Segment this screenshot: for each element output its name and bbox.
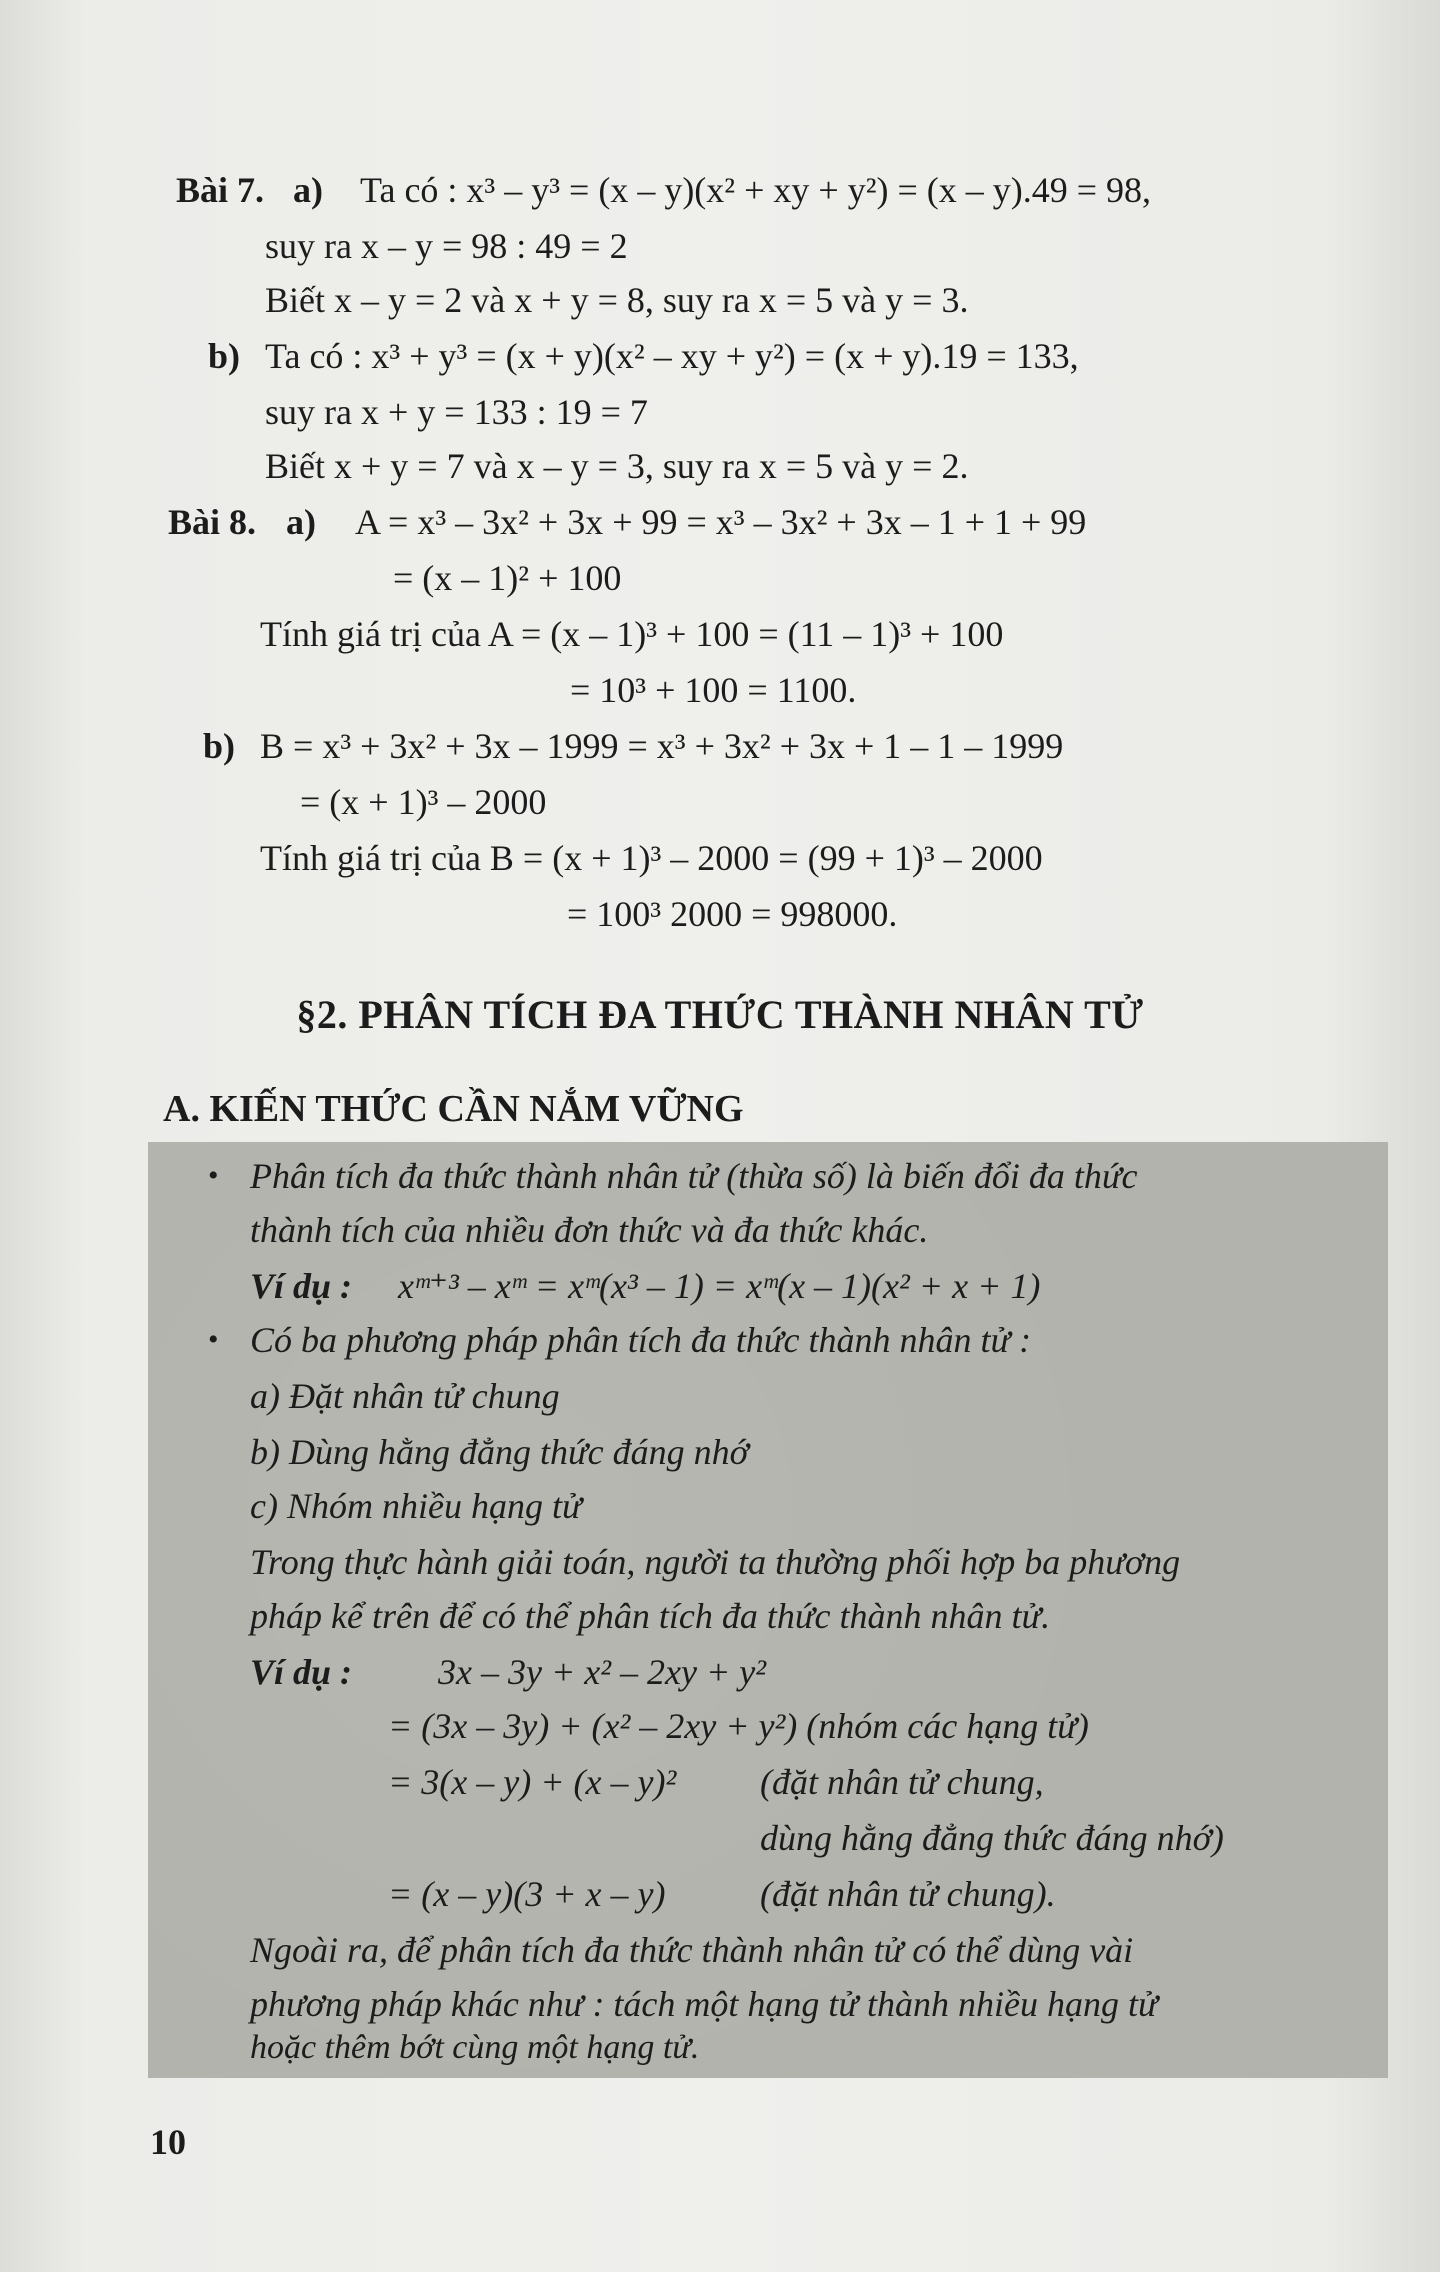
- bai7-label: Bài 7.: [176, 170, 265, 210]
- example2-line2: = (3x – 3y) + (x² – 2xy + y²) (nhóm các hạng tử): [388, 1706, 1089, 1746]
- subsection-title: A. KIẾN THỨC CẦN NẮM VỮNG: [163, 1088, 744, 1130]
- bai8-a-label: a): [286, 502, 316, 542]
- box-paragraph3-line2: pháp kể trên để có thể phân tích đa thức thành nhân tử.: [250, 1596, 1051, 1636]
- bai7-b-label: b): [208, 336, 241, 376]
- bai8-label: Bài 8.: [168, 502, 257, 542]
- bai8-b-label: b): [203, 726, 236, 766]
- bai8-a-line1: A = x³ – 3x² + 3x + 99 = x³ – 3x² + 3x – 1 + 1 + 99: [355, 502, 1087, 542]
- bai8-b-line1: B = x³ + 3x² + 3x – 1999 = x³ + 3x² + 3x + 1 – 1 – 1999: [260, 726, 1064, 766]
- bai8-b-line3: Tính giá trị của B = (x + 1)³ – 2000 = (99 + 1)³ – 2000: [260, 838, 1043, 878]
- method-b: b) Dùng hằng đẳng thức đáng nhớ: [250, 1432, 749, 1472]
- bai7-b-line1: Ta có : x³ + y³ = (x + y)(x² – xy + y²) = (x + y).19 = 133,: [265, 336, 1079, 376]
- box-paragraph1-line1: Phân tích đa thức thành nhân tử (thừa số) là biến đổi đa thức: [250, 1156, 1138, 1196]
- example2-line4-note: dùng hằng đẳng thức đáng nhớ): [760, 1818, 1224, 1858]
- bai7-b-line3: Biết x + y = 7 và x – y = 3, suy ra x = 5 và y = 2.: [265, 446, 969, 486]
- method-a: a) Đặt nhân tử chung: [250, 1376, 560, 1416]
- example2-line3-note: (đặt nhân tử chung,: [760, 1762, 1044, 1802]
- bai8-a-line4: = 10³ + 100 = 1100.: [570, 670, 857, 710]
- example2-line5: = (x – y)(3 + x – y): [388, 1874, 666, 1914]
- box-paragraph3-line1: Trong thực hành giải toán, người ta thường phối hợp ba phương: [250, 1542, 1181, 1582]
- box-paragraph1-line2: thành tích của nhiều đơn thức và đa thức khác.: [250, 1210, 929, 1250]
- bai8-a-line2: = (x – 1)² + 100: [393, 558, 622, 598]
- bullet-icon: •: [208, 1323, 219, 1356]
- example2-label: Ví dụ :: [250, 1652, 353, 1692]
- example2-line5-note: (đặt nhân tử chung).: [760, 1874, 1056, 1914]
- example1-label: Ví dụ :: [250, 1266, 353, 1306]
- section-title: §2. PHÂN TÍCH ĐA THỨC THÀNH NHÂN TỬ: [296, 992, 1144, 1037]
- example1-formula: xᵐ⁺³ – xᵐ = xᵐ(x³ – 1) = xᵐ(x – 1)(x² + x + 1): [398, 1266, 1041, 1306]
- bullet-icon: •: [208, 1159, 219, 1192]
- page-number: 10: [150, 2122, 186, 2162]
- knowledge-box: [148, 1142, 1388, 2078]
- bai7-b-line2: suy ra x + y = 133 : 19 = 7: [265, 392, 648, 432]
- box-paragraph4-line3: hoặc thêm bớt cùng một hạng tử.: [250, 2029, 700, 2066]
- method-c: c) Nhóm nhiều hạng tử: [250, 1486, 582, 1526]
- box-paragraph2: Có ba phương pháp phân tích đa thức thành nhân tử :: [250, 1320, 1032, 1360]
- bai7-a-line1: Ta có : x³ – y³ = (x – y)(x² + xy + y²) = (x – y).49 = 98,: [360, 170, 1152, 210]
- bai7-a-label: a): [293, 170, 323, 210]
- bai8-a-line3: Tính giá trị của A = (x – 1)³ + 100 = (11 – 1)³ + 100: [260, 614, 1004, 654]
- box-paragraph4-line2: phương pháp khác như : tách một hạng tử thành nhiều hạng tử: [250, 1984, 1158, 2024]
- example2-line1: 3x – 3y + x² – 2xy + y²: [438, 1652, 767, 1692]
- bai7-a-line2: suy ra x – y = 98 : 49 = 2: [265, 226, 628, 266]
- box-paragraph4-line1: Ngoài ra, để phân tích đa thức thành nhân tử có thể dùng vài: [250, 1930, 1134, 1970]
- bai8-b-line2: = (x + 1)³ – 2000: [300, 782, 547, 822]
- example2-line3: = 3(x – y) + (x – y)²: [388, 1762, 677, 1802]
- bai8-b-line4: = 100³ 2000 = 998000.: [567, 894, 898, 934]
- bai7-a-line3: Biết x – y = 2 và x + y = 8, suy ra x = 5 và y = 3.: [265, 280, 969, 320]
